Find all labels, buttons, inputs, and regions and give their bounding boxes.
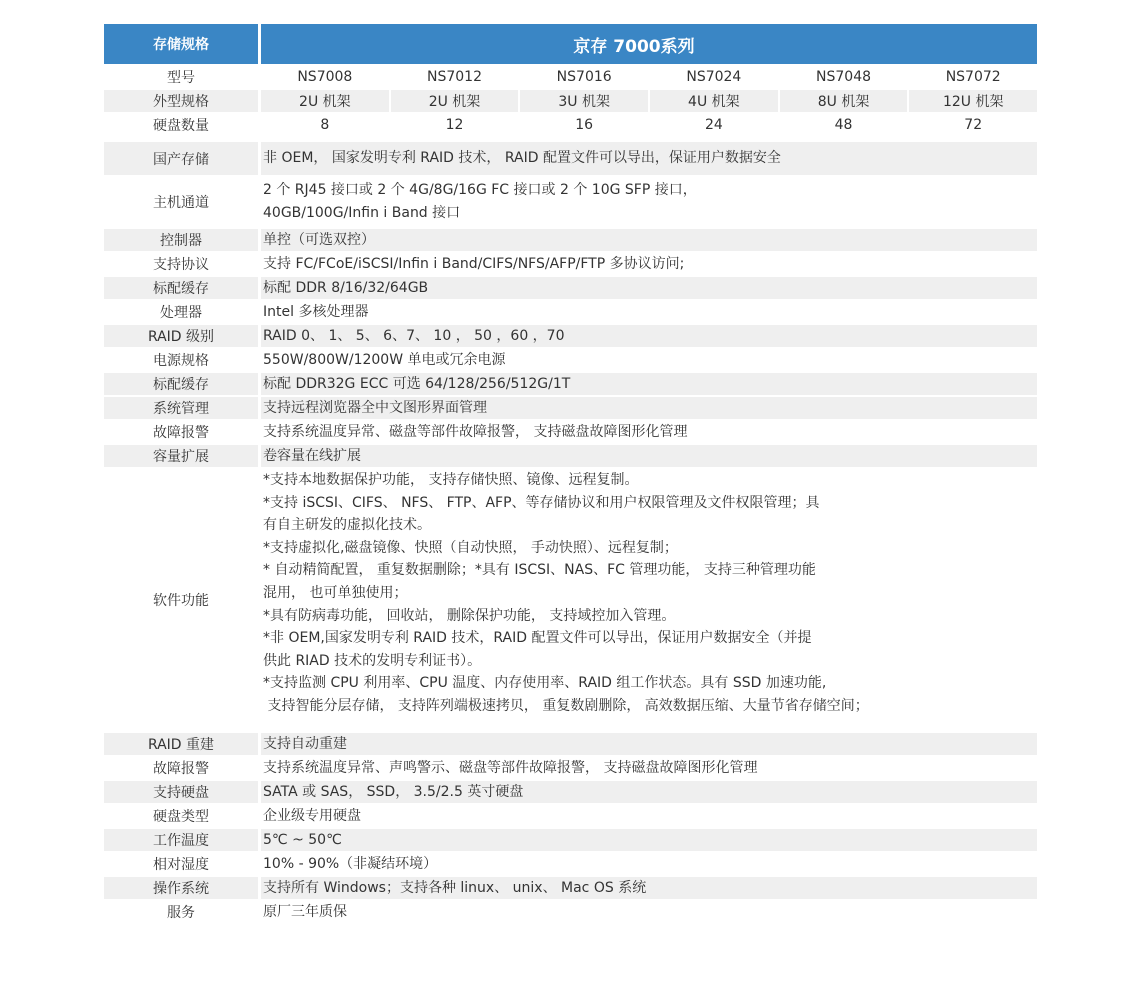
disk-count-cell: 16 [575,117,594,133]
model-row [104,66,1037,88]
spec-row [104,229,1037,251]
spec-row [104,142,1037,175]
disk-count-cell: 8 [320,117,330,133]
value-line: *支持虚拟化,磁盘镜像、快照（自动快照， 手动快照）、远程复制； [263,539,678,556]
value-line: *支持本地数据保护功能， 支持存储快照、镜像、远程复制。 [263,472,639,488]
model-cell: NS7048 [816,69,872,85]
spec-row [104,805,1037,827]
form-factor-cell: 3U 机架 [520,90,648,112]
row-label: 处理器 [160,305,202,321]
value-line: 2 个 RJ45 接口或 2 个 4G/8G/16G FC 接口或 2 个 10G SFP 接口， [263,182,697,199]
row-label: 外型规格 [104,90,258,112]
value-line: 40GB/100G/Infin i Band 接口 [263,205,461,221]
row-value: RAID 0、 1、 5、 6、7、 10 ， 50 ，60 ，70 [261,325,1037,347]
disk-count-cell: 72 [964,117,983,133]
row-label: RAID 级别 [104,325,258,347]
header-label: 存储规格 [104,24,258,64]
row-label: 故障报警 [153,761,209,777]
row-value: 5℃ ~ 50℃ [261,829,1037,851]
spec-row [104,781,1037,803]
spec-row [104,301,1037,323]
form-factor-cell: 12U 机架 [909,90,1037,112]
row-label: 操作系统 [104,877,258,899]
spec-row [104,325,1037,347]
table-header [104,24,1037,64]
spec-row [104,277,1037,299]
row-value: 原厂三年质保 [263,903,347,920]
row-value: 支持自动重建 [261,733,1037,755]
row-label: 相对湿度 [153,857,209,873]
spec-row [104,901,1037,923]
form-factor-cells [261,90,1037,112]
model-cell: NS7008 [297,69,353,85]
form-factor-cell: 2U 机架 [391,90,519,112]
spec-row [104,757,1037,779]
value-line: 支持智能分层存储， 支持阵列端极速拷贝， 重复数剧删除， 高效数据压缩、大量节省存储空间； [263,697,869,714]
row-value: 企业级专用硬盘 [263,807,361,824]
row-value: 卷容量在线扩展 [261,445,1037,467]
value-line: *支持监测 CPU 利用率、CPU 温度、内存使用率、RAID 组工作状态。具有 SSD 加速功能, [263,675,827,692]
row-label: 工作温度 [104,829,258,851]
row-label: 硬盘数量 [153,118,209,134]
row-value: 支持系统温度异常、磁盘等部件故障报警， 支持磁盘故障图形化管理 [263,423,688,440]
row-value: 标配 DDR32G ECC 可选 64/128/256/512G/1T [261,373,1037,395]
value-line: *具有防病毒功能， 回收站， 删除保护功能， 支持域控加入管理。 [263,607,676,624]
spec-row [104,421,1037,443]
row-label: 主机通道 [153,195,209,211]
row-value: 支持系统温度异常、声鸣警示、磁盘等部件故障报警， 支持磁盘故障图形化管理 [263,759,758,776]
spec-row [104,877,1037,899]
row-label: 控制器 [104,229,258,251]
form-factor-cell: 8U 机架 [780,90,908,112]
row-value: SATA 或 SAS， SSD， 3.5/2.5 英寸硬盘 [261,781,1037,803]
software-features-row [104,469,1037,731]
spec-row [104,853,1037,875]
row-value: 550W/800W/1200W 单电或冗余电源 [263,351,506,368]
disk-count-cell: 24 [704,117,723,133]
row-label: 电源规格 [153,353,209,369]
value-line: 有自主研发的虚拟化技术。 [263,517,431,534]
row-label: 硬盘类型 [153,809,209,825]
spec-row [104,829,1037,851]
row-label: RAID 重建 [104,733,258,755]
row-label: 故障报警 [153,425,209,441]
spec-table [104,24,1037,923]
row-value: Intel 多核处理器 [263,303,369,320]
row-label: 系统管理 [104,397,258,419]
disk-count-cells [261,114,1037,136]
model-cell: NS7016 [556,69,612,85]
value-line: 混用， 也可单独使用； [263,584,408,601]
row-label: 容量扩展 [104,445,258,467]
model-cell: NS7024 [686,69,742,85]
spec-row [104,733,1037,755]
row-value: 支持所有 Windows；支持各种 linux、 unix、 Mac OS 系统 [261,877,1037,899]
row-value: 支持远程浏览器全中文图形界面管理 [261,397,1037,419]
disk-count-row [104,114,1037,136]
form-factor-row [104,90,1037,112]
row-value: 标配 DDR 8/16/32/64GB [261,277,1037,299]
form-factor-cell: 2U 机架 [261,90,389,112]
model-cells [261,66,1037,88]
value-line: * 自动精简配置， 重复数据删除；*具有 ISCSI、NAS、FC 管理功能， 支持三种管理功能 [263,562,816,579]
row-value [261,469,1037,731]
row-label: 支持协议 [153,257,209,273]
model-cell: NS7072 [945,69,1001,85]
row-value: 支持 FC/FCoE/iSCSI/Infin i Band/CIFS/NFS/AFP/FTP 多协议访问; [263,255,685,272]
row-label: 国产存储 [104,142,258,175]
value-line: *非 OEM,国家发明专利 RAID 技术，RAID 配置文件可以导出，保证用户数据安全（并提 [263,630,812,647]
value-line: *支持 iSCSI、CIFS、 NFS、 FTP、AFP、等存储协议和用户权限管理及文件权限管理；具 [263,494,820,511]
row-label: 型号 [167,70,195,86]
spec-row [104,373,1037,395]
row-value: 非 OEM， 国家发明专利 RAID 技术， RAID 配置文件可以导出，保证用户数据安全 [261,142,1037,175]
spec-row [104,445,1037,467]
disk-count-cell: 48 [834,117,853,133]
spec-row [104,177,1037,227]
row-label: 标配缓存 [104,277,258,299]
row-label: 标配缓存 [104,373,258,395]
series-title: 京存 7000系列 [261,24,1037,64]
row-label: 软件功能 [153,593,209,609]
spec-row [104,253,1037,275]
spec-row [104,397,1037,419]
model-cell: NS7012 [427,69,482,85]
row-value: 单控（可选双控） [261,229,1037,251]
row-value [261,177,1037,227]
value-line: 供此 RIAD 技术的发明专利证书）。 [263,652,482,669]
disk-count-cell: 12 [445,117,464,133]
row-value: 10% - 90%（非凝结环境） [263,855,438,872]
spec-row [104,349,1037,371]
form-factor-cell: 4U 机架 [650,90,778,112]
row-label: 支持硬盘 [104,781,258,803]
row-label: 服务 [167,905,195,921]
